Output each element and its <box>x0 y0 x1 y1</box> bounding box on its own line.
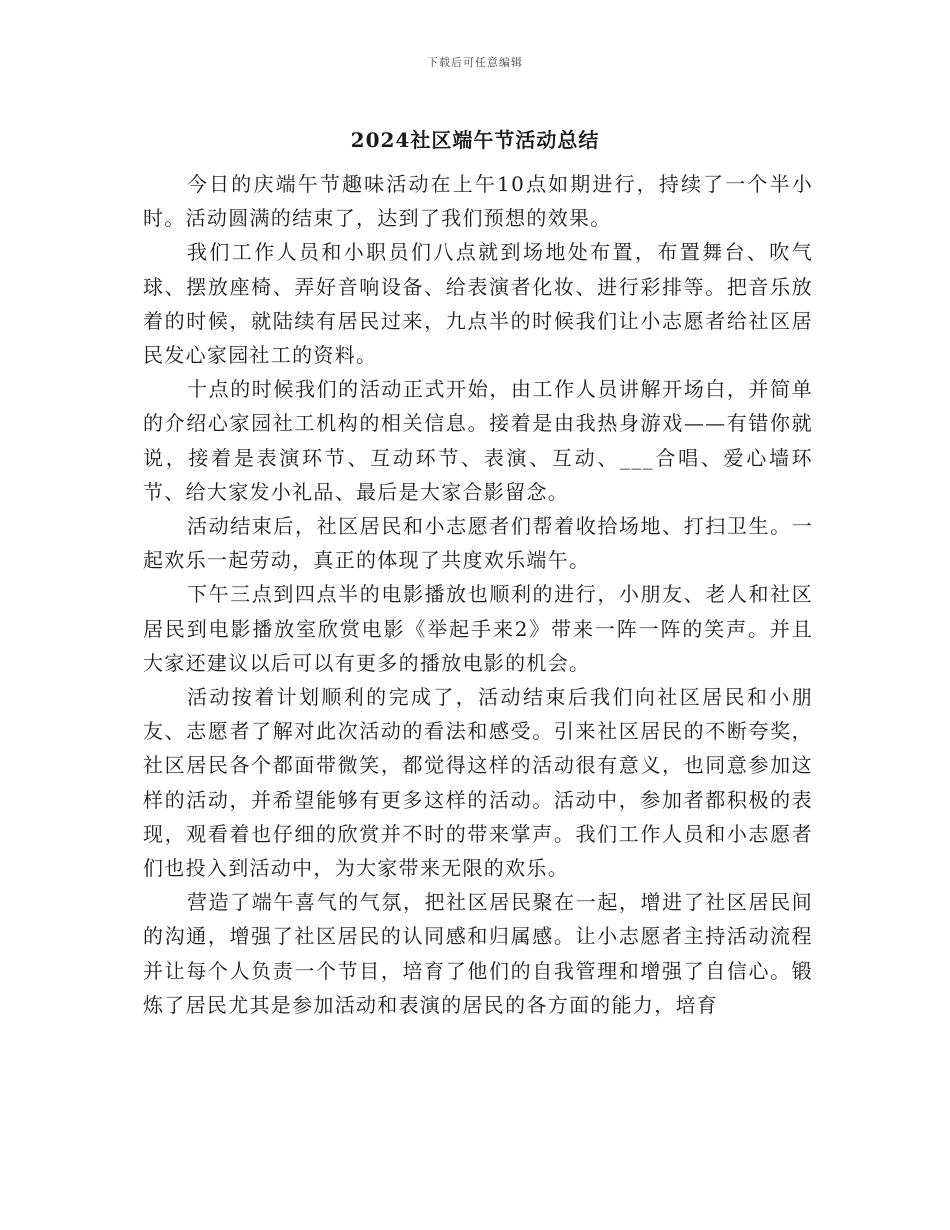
document-body <box>143 167 813 1022</box>
paragraph-5: 下午三点到四点半的电影播放也顺利的进行，小朋友、老人和社区居民到电影播放室欣赏电影《举起手来2》带来一阵一阵的笑声。并且大家还建议以后可以有更多的播放电影的机会。 <box>143 582 813 675</box>
paragraph-7: 营造了端午喜气的气氛，把社区居民聚在一起，增进了社区居民间的沟通，增强了社区居民的认同感和归属感。让小志愿者主持活动流程并让每个人负责一个节目，培育了他们的自我管理和增强了自信心。锻炼了居民尤其是参加活动和表演的居民的各方面的能力，培育 <box>143 890 813 1017</box>
paragraph-6: 活动按着计划顺利的完成了，活动结束后我们向社区居民和小朋友、志愿者了解对此次活动的看法和感受。引来社区居民的不断夸奖，社区居民各个都面带微笑，都觉得这样的活动很有意义，也同意参加这样的活动，并希望能够有更多这样的活动。活动中，参加者都积极的表现，观看着也仔细的欣赏并不时的带来掌声。我们工作人员和小志愿者们也投入到活动中，为大家带来无限的欢乐。 <box>143 685 813 881</box>
document-title: 2024社区端午节活动总结 <box>350 128 600 152</box>
paragraph-3: 十点的时候我们的活动正式开始，由工作人员讲解开场白，并简单的介绍心家园社工机构的相关信息。接着是由我热身游戏——有错你就说，接着是表演环节、互动环节、表演、互动、___合唱、爱心墙环节、给大家发小礼品、最后是大家合影留念。 <box>143 377 813 504</box>
page-header-note: 下载后可任意编辑 <box>427 56 523 69</box>
paragraph-2: 我们工作人员和小职员们八点就到场地处布置，布置舞台、吹气球、摆放座椅、弄好音响设备、给表演者化妆、进行彩排等。把音乐放着的时候，就陆续有居民过来，九点半的时候我们让小志愿者给社区居民发心家园社工的资料。 <box>143 240 813 368</box>
paragraph-4: 活动结束后，社区居民和小志愿者们帮着收拾场地、打扫卫生。一起欢乐一起劳动，真正的体现了共度欢乐端午。 <box>143 514 813 573</box>
paragraph-1: 今日的庆端午节趣味活动在上午10点如期进行，持续了一个半小时。活动圆满的结束了，达到了我们预想的效果。 <box>143 172 813 231</box>
